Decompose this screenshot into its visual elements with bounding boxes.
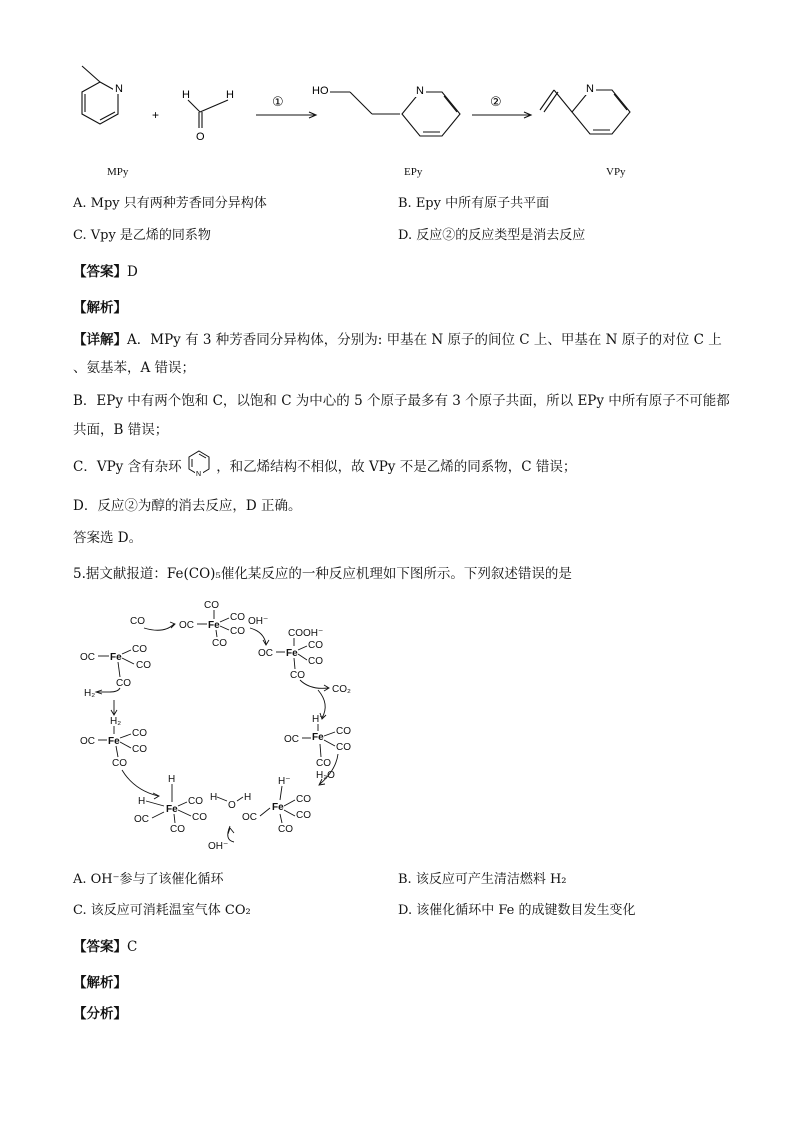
svg-text:OC: OC [80, 652, 95, 663]
label-vpy: VPy [606, 166, 626, 178]
svg-text:CO: CO [278, 824, 293, 835]
svg-text:CO: CO [170, 824, 185, 835]
plus-sign: + [152, 108, 160, 122]
svg-text:H: H [138, 796, 146, 807]
q5-option-c: C. 该反应可消耗温室气体 CO₂ [73, 903, 251, 918]
svg-text:OH⁻: OH⁻ [248, 616, 269, 627]
svg-text:Fe: Fe [208, 620, 220, 631]
q4-option-d: D. 反应②的反应类型是消去反应 [398, 228, 586, 243]
svg-text:H⁻: H⁻ [312, 714, 325, 725]
svg-text:Fe: Fe [166, 804, 178, 815]
q5-answer-value: C [127, 939, 138, 955]
vpy-n: N [586, 83, 594, 95]
svg-text:CO: CO [316, 758, 331, 769]
svg-text:CO: CO [204, 600, 219, 611]
svg-text:CO: CO [308, 656, 323, 667]
svg-text:OC: OC [242, 812, 257, 823]
svg-text:OC: OC [179, 620, 194, 631]
svg-text:OC: OC [258, 648, 273, 659]
svg-text:Fe: Fe [312, 732, 324, 743]
q4-option-c: C. Vpy 是乙烯的同系物 [73, 228, 211, 243]
svg-text:CO: CO [112, 758, 127, 769]
q4-detail-b2: 共面，B 错误； [73, 422, 169, 438]
svg-text:H₂O: H₂O [316, 770, 335, 781]
svg-text:Fe: Fe [108, 736, 120, 747]
epy-ho: HO [312, 85, 329, 97]
q4-detail-a1-text: A．MPy 有 3 种芳香同分异构体，分别为: 甲基在 N 原子的间位 C 上、甲基在 N 原子的对位 C 上 [127, 332, 722, 348]
svg-text:CO: CO [230, 626, 245, 637]
q5-option-a: A. OH⁻参与了该催化循环 [73, 872, 224, 887]
svg-text:CO: CO [296, 794, 311, 805]
q4-detail-c-pre: C．VPy 含有杂环 [73, 459, 182, 475]
q4-answer-value: D [127, 264, 138, 280]
q4-detail-tag: 【详解】 [73, 332, 127, 348]
epy-ring [402, 92, 460, 136]
pyridine-ring-icon [186, 449, 212, 477]
svg-text:CO: CO [290, 670, 305, 681]
svg-text:CO: CO [132, 644, 147, 655]
svg-text:CO: CO [296, 810, 311, 821]
q4-detail-c [73, 455, 576, 477]
svg-text:OC: OC [284, 734, 299, 745]
svg-text:O: O [228, 800, 236, 811]
q5-answer-tag: 【答案】 [73, 939, 127, 955]
catalytic-cycle-diagram [74, 594, 364, 856]
svg-text:CO: CO [212, 638, 227, 649]
q4-detail-a2: 、氨基苯，A 错误； [73, 360, 196, 376]
mpy-ring [82, 82, 118, 124]
q4-conclusion: 答案选 D。 [73, 530, 143, 546]
q5-fenxi-tag: 【分析】 [73, 1006, 127, 1022]
step-2-label: ② [490, 94, 502, 109]
q5-answer [73, 935, 137, 955]
q4-detail-d: D．反应②为醇的消去反应，D 正确。 [73, 498, 302, 514]
svg-text:CO: CO [230, 612, 245, 623]
step-1-label: ① [272, 94, 284, 109]
svg-text:CO: CO [132, 728, 147, 739]
q5-analysis-tag: 【解析】 [73, 975, 127, 991]
svg-text:CO: CO [132, 744, 147, 755]
aldehyde-o: O [196, 131, 205, 143]
svg-text:COOH⁻: COOH⁻ [288, 628, 324, 639]
svg-text:CO: CO [308, 640, 323, 651]
svg-text:CO: CO [130, 616, 145, 627]
aldehyde-h1: H [182, 89, 190, 101]
svg-text:CO: CO [336, 742, 351, 753]
svg-text:N: N [195, 470, 201, 477]
q4-detail-a1 [73, 328, 722, 348]
q5-option-b: B. 该反应可产生清洁燃料 H₂ [398, 872, 567, 887]
q4-option-a: A. Mpy 只有两种芳香同分异构体 [73, 196, 267, 211]
svg-text:H: H [244, 792, 252, 803]
epy-n: N [416, 85, 424, 97]
svg-text:Fe: Fe [110, 652, 122, 663]
svg-text:H: H [168, 774, 176, 785]
q5-option-d: D. 该催化循环中 Fe 的成键数目发生变化 [398, 903, 636, 918]
q4-answer-tag: 【答案】 [73, 264, 127, 280]
reaction-scheme [60, 52, 700, 182]
svg-text:H: H [210, 792, 218, 803]
vpy-ring [572, 90, 630, 134]
q4-answer [73, 260, 138, 280]
svg-text:CO: CO [116, 678, 131, 689]
svg-text:Fe: Fe [272, 802, 284, 813]
mpy-n: N [115, 83, 123, 95]
svg-text:CO: CO [336, 726, 351, 737]
svg-text:CO₂: CO₂ [332, 684, 351, 695]
svg-text:H₂: H₂ [84, 688, 96, 699]
aldehyde-h2: H [226, 89, 234, 101]
q4-detail-c-post: ，和乙烯结构不相似，故 VPy 不是乙烯的同系物，C 错误； [216, 459, 577, 475]
svg-text:OC: OC [134, 814, 149, 825]
q4-analysis-tag: 【解析】 [73, 300, 127, 316]
label-epy: EPy [404, 166, 423, 178]
label-mpy: MPy [107, 166, 129, 178]
q4-detail-b1: B．EPy 中有两个饱和 C，以饱和 C 为中心的 5 个原子最多有 3 个原子共面，所以 EPy 中所有原子不可能都 [73, 393, 730, 409]
svg-text:CO: CO [188, 796, 203, 807]
svg-text:H₂: H₂ [110, 716, 122, 727]
svg-text:OH⁻: OH⁻ [208, 841, 229, 852]
q4-option-b: B. Epy 中所有原子共平面 [398, 196, 550, 211]
svg-text:Fe: Fe [286, 648, 298, 659]
svg-text:CO: CO [192, 812, 207, 823]
svg-text:H⁻: H⁻ [278, 776, 291, 787]
q5-stem: 5.据文献报道：Fe(CO)₅催化某反应的一种反应机理如下图所示。下列叙述错误的是 [73, 566, 572, 582]
svg-text:OC: OC [80, 736, 95, 747]
svg-text:CO: CO [136, 660, 151, 671]
